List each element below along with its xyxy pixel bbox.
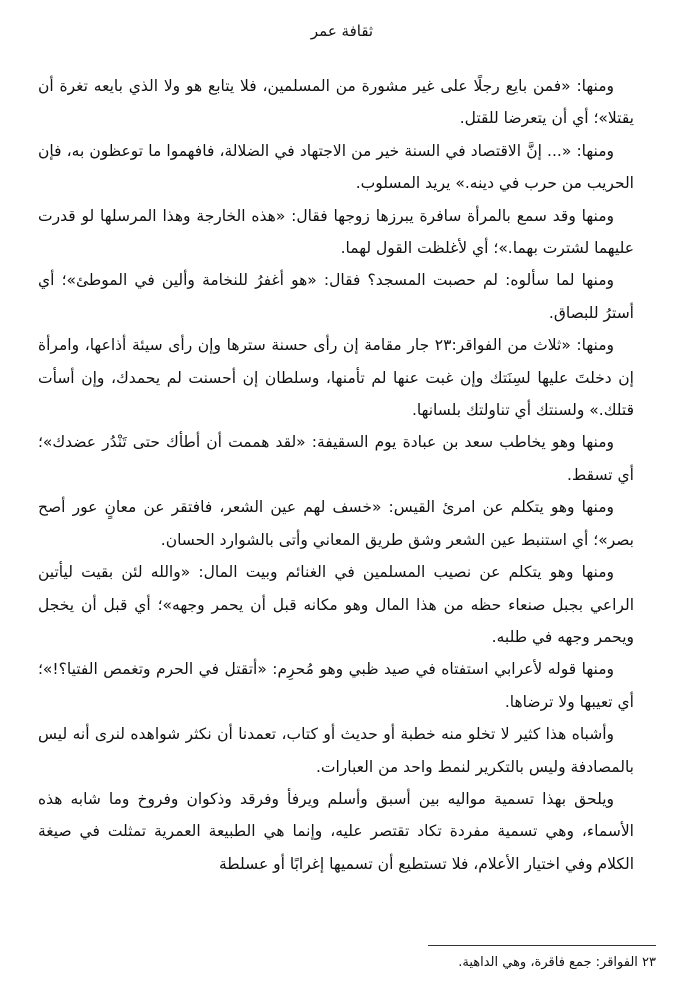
paragraph: وأشباه هذا كثير لا تخلو منه خطبة أو حديث أو كتاب، تعمدنا أن نكثر شواهده لنرى أنه ليس بالمصادفة وليس بالتكرير لنمط واحد من العبارات. bbox=[38, 725, 634, 776]
paragraph: ومنها وهو يخاطب سعد بن عبادة يوم السقيفة: «لقد هممت أن أطأك حتى تَنْدُر عضدك»؛ أي تسقط. bbox=[38, 433, 634, 484]
paragraph: ومنها وقد سمع بالمرأة سافرة يبرزها زوجها فقال: «هذه الخارجة وهذا المرسلها لو قدرت عليهما لشترت بهما.»؛ أي لأغلظت القول لهما. bbox=[38, 206, 634, 258]
paragraph: ومنها لما سألوه: لم حصبت المسجد؟ فقال: «هو أغفرُ للنخامة وألين في الموطئ»؛ أي أسترُ للبصاق. bbox=[38, 271, 634, 322]
running-title: ثقافة عمر bbox=[310, 22, 374, 40]
footnote: ٢٣ الفواقر: جمع فاقرة، وهي الداهية. bbox=[458, 955, 656, 970]
footnote-divider bbox=[428, 945, 656, 946]
paragraph: ومنها: «... إنَّ الاقتصاد في السنة خير من الاجتهاد في الضلالة، فافهموا ما توعظون به، فإن الحريب من حرب في دينه.» يريد المسلوب. bbox=[38, 141, 634, 193]
body-text bbox=[38, 70, 634, 880]
paragraph: ومنها قوله لأعرابي استفتاه في صيد ظبي وهو مُحرِم: «أتقتل في الحرم وتغمص الفتيا؟!»؛ أي تعيبها ولا ترضاها. bbox=[38, 660, 634, 711]
paragraph: ومنها: «فمن بايع رجلًا على غير مشورة من المسلمين، فلا يتابع هو ولا الذي بايعه تغرة أن يقتلا»؛ أي أن يتعرضا للقتل. bbox=[38, 77, 634, 128]
paragraph: ومنها وهو يتكلم عن نصيب المسلمين في الغنائم وبيت المال: «والله لئن بقيت ليأتين الراعي بجبل صنعاء حظه من هذا المال وهو مكانه قبل أن يحمر وجهه»؛ أي قبل أن يخجل ويحمر وجهه في طلبه. bbox=[38, 563, 634, 646]
paragraph: ويلحق بهذا تسمية مواليه بين أسبق وأسلم ويرفأ وفرقد وذكوان وفروخ وما شابه هذه الأسماء، وهي تسمية مفردة تكاد تقتصر عليه، وإنما هي الطبيعة العمرية تمثلت في صيغة الكلام وفي اختيار الأعلام، فلا تستطيع أن تسميها إغرابًا أو عسلطة bbox=[38, 789, 634, 873]
paragraph: ومنها: «ثلاث من الفواقر:٢٣ جار مقامة إن رأى حسنة سترها وإن رأى سيئة أذاعها، وامرأة إن دخلتَ عليها لسِنَتك وإن غبت عنها لم تأمنها، وسلطان إن أحسنت لم يحمدك، وإن أسأت قتلك.» ولسنتك أي تناولتك بلسانها. bbox=[38, 336, 634, 420]
paragraph: ومنها وهو يتكلم عن امرئ القيس: «خسف لهم عين الشعر، فافتقر عن معانٍ عور أصح بصر»؛ أي استنبط عين الشعر وشق طريق المعاني وأتى بالشوارد الحسان. bbox=[38, 498, 634, 549]
page-header bbox=[0, 22, 684, 40]
